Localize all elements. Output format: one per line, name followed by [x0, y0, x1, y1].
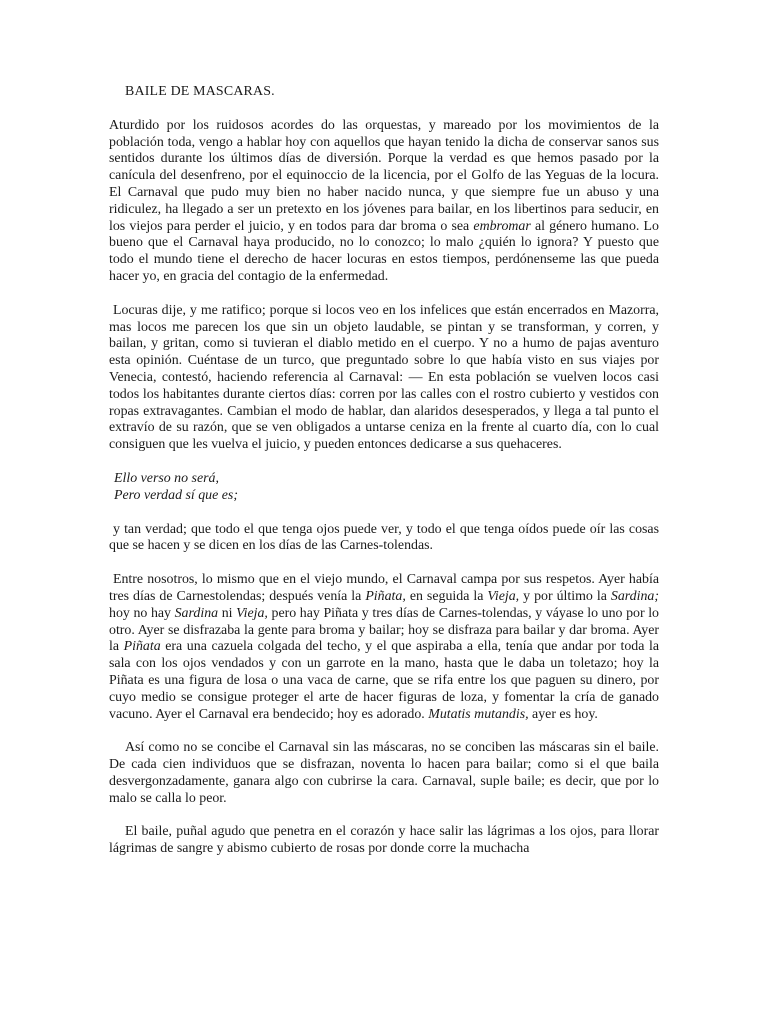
p4-italic-vieja: Vieja,	[487, 588, 520, 604]
document-title: BAILE DE MASCARAS.	[125, 84, 275, 99]
paragraph-1-text-b: al género humano. Lo bueno que el Carnaval haya producido, no lo conozco; lo malo ¿quién lo ignora? Y puesto que todo el mundo tiene el derecho de hacer locuras en estos tiempos, perdónenseme las que pueda hacer yo, en gracia del contagio de la enfermedad.	[109, 218, 659, 284]
p4-text-8: ayer es hoy.	[528, 706, 598, 722]
p4-text-7: era una cazuela colgada del techo, y el que aspiraba a ella, tenía que andar por toda la sala con los ojos vendados y con un garrote en la mano, hasta que le daba un toletazo; hoy la Piñata es una figura de losa o una vaca de carne, que se rifa entre los que paguen su dinero, por cuyo medio se consigue proteger el arte de hacer figuras de loza, y fomentar la cría de ganado vacuno. Ayer el Carnaval era bendecido; hoy es adorado.	[109, 639, 659, 722]
paragraph-1-italic-embromar: embromar	[473, 218, 531, 234]
p4-text-3: y por último la	[519, 588, 611, 604]
p4-text-6: pero hay Piñata y tres días de Carnes-tolendas, y váyase lo uno por lo otro. Ayer se disfrazaba la gente para broma y bailar; hoy se disfraza para bailar y dar broma. Ayer la	[109, 605, 660, 655]
p4-italic-pinata: Piñata,	[365, 588, 406, 604]
p4-italic-pinata-2: Piñata	[123, 639, 161, 655]
paragraph-4	[109, 572, 659, 723]
p4-text-4: hoy no hay	[109, 605, 175, 621]
paragraph-2: Locuras dije, y me ratifico; porque si locos veo en los infelices que están encerrados en Mazorra, mas locos me parecen los que sin un objeto laudable, se pintan y se transforman, y corren, y bailan, y gritan, como si tuvieran el diablo metido en el cuerpo. Y no a humo de pajas aventuro esta opinión. Cuéntase de un turco, que preguntado sobre lo que había visto en sus viajes por Venecia, contestó, haciendo referencia al Carnaval: — En esta población se vuelven locos casi todos los habitantes durante ciertos días: corren por las calles con el rostro cubierto y vestidos con ropas extravagantes. Cambian el modo de hablar, dan alaridos desesperados, y llega a tal punto el extravío de su razón, que se ven obligados a untarse ceniza en la frente al cuarto día, con lo cual consiguen que les vuelva el juicio, y pueden entonces dedicarse a sus quehaceres.	[109, 302, 659, 453]
paragraph-3: y tan verdad; que todo el que tenga ojos puede ver, y todo el que tenga oídos puede oír las cosas que se hacen y se dicen en los días de las Carnes-tolendas.	[109, 521, 659, 554]
p4-italic-sardina-2: Sardina	[174, 605, 219, 621]
p4-italic-vieja-2: Vieja,	[236, 605, 268, 621]
paragraph-1	[109, 118, 659, 286]
p4-text-5: ni	[218, 605, 237, 621]
paragraph-6: El baile, puñal agudo que penetra en el corazón y hace salir las lágrimas a los ojos, para llorar lágrimas de sangre y abismo cubierto de rosas por donde corre la muchacha	[109, 824, 659, 857]
p4-text-2: en seguida la	[405, 588, 488, 604]
p4-italic-mutatis: Mutatis mutandis,	[428, 706, 529, 722]
p4-italic-sardina: Sardina;	[610, 588, 659, 604]
p4-text-1: Entre nosotros, lo mismo que en el viejo mundo, el Carnaval campa por sus respetos. Ayer había tres días de Carnestolendas; después venía la	[109, 572, 659, 604]
paragraph-1-text-a: Aturdido por los ruidosos acordes do las orquestas, y mareado por los movimientos de la población toda, vengo a hablar hoy con aquellos que hayan tenido la dicha de conservar sanos sus sentidos durante los últimos días de diversión. Porque la verdad es que hemos pasado por la canícula del desenfreno, por el equinoccio de la licencia, por el Golfo de las Yeguas de la locura. El Carnaval que pudo muy bien no haber nacido nunca, y que siempre fue un abuso y una ridiculez, ha llegado a ser un pretexto en los jóvenes para bailar, en los libertinos para seducir, en los viejos para perder el juicio, y en todos para dar broma o sea	[109, 117, 659, 234]
verse-line-2: Pero verdad sí que es;	[114, 487, 238, 503]
document-page	[109, 84, 659, 875]
verse-line-1: Ello verso no será,	[114, 470, 219, 486]
verse-quote	[109, 471, 659, 505]
paragraph-5: Así como no se concibe el Carnaval sin las máscaras, no se conciben las máscaras sin el baile. De cada cien individuos que se disfrazan, noventa lo hacen para bailar; como si el que baila desvergonzadamente, ganara algo con cubrirse la cara. Carnaval, suple baile; es decir, que por lo malo se calla lo peor.	[109, 740, 659, 806]
